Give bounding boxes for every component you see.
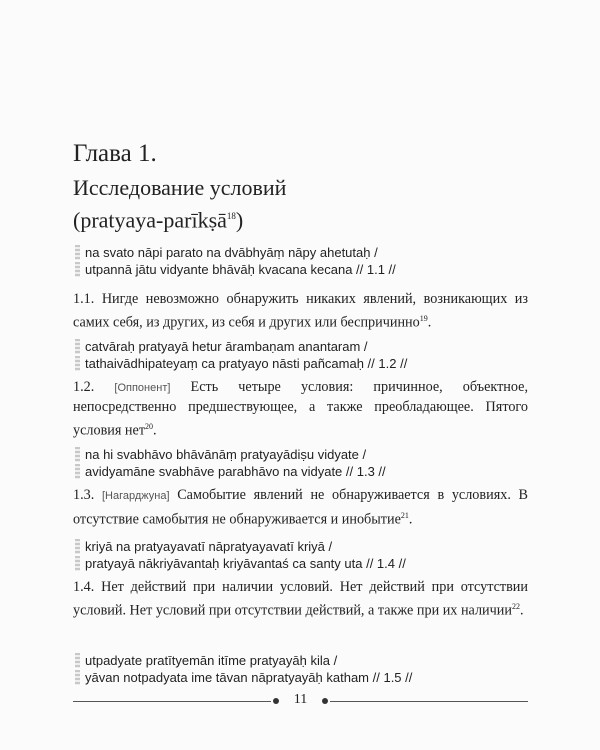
verse-line: pratyayā nākriyāvantaḥ kriyāvantaś ca santy uta // 1.4 // [73, 555, 406, 572]
speaker-label: [Нагарджуна] [101, 490, 170, 502]
verse-1-5 [73, 652, 412, 686]
translation-text: Самобытие явлений не обнаруживается в условиях. В отсутствие самобытия не обнаруживается и инобытие [73, 487, 529, 528]
footnote-ref: 20 [145, 422, 154, 431]
footer-dot-right [322, 698, 328, 704]
verse-1-4 [73, 538, 406, 572]
verse-number: 1.4. [73, 579, 95, 595]
verse-1-2 [73, 338, 407, 372]
verse-line: kriyā na pratyayavatī nāpratyayavatī kriyā / [73, 538, 406, 555]
title-line-1: Исследование условий [73, 175, 287, 200]
title-sanskrit: (pratyaya-parīkṣā [73, 207, 227, 233]
footnote-ref: 19 [419, 314, 428, 323]
footnote-ref: 18 [226, 211, 236, 221]
translation-1-1 [73, 290, 528, 333]
translation-text: Нигде невозможно обнаружить никаких явлений, возникающих из самих себя, из других, из себя и других или беспричинно [73, 291, 529, 331]
translation-text: Есть четыре условия: причинное, объектное, непосредственно предшествующее, а также преобладающее. Пятого условия нет [73, 379, 529, 439]
verse-1-3 [73, 446, 386, 480]
verse-number: 1.2. [73, 379, 95, 395]
footnote-ref: 21 [400, 511, 409, 520]
sentence-end: . [408, 511, 413, 528]
page-number: 11 [293, 692, 308, 707]
verse-line: utpadyate pratītyemān itīme pratyayāḥ kila / [73, 652, 412, 669]
footnote-ref: 22 [511, 602, 520, 611]
title-close-paren: ) [235, 207, 244, 233]
speaker-label: [Оппонент] [114, 382, 171, 394]
translation-1-2 [73, 378, 528, 441]
chapter-title [73, 174, 286, 234]
title-line-2 [73, 202, 286, 234]
verse-line: catvāraḥ pratyayā hetur ārambaṇam anantaram / [73, 338, 407, 355]
verse-number: 1.1. [73, 291, 95, 307]
footer-rule-right [330, 701, 528, 702]
page-footer [73, 693, 528, 709]
sentence-end: . [427, 314, 432, 331]
translation-1-3 [73, 486, 528, 530]
translation-1-4 [73, 578, 528, 621]
verse-line: tathaivādhipateyaṃ ca pratyayo nāsti pañcamaḥ // 1.2 // [73, 355, 407, 372]
verse-line: na svato nāpi parato na dvābhyāṃ nāpy ahetutaḥ / [73, 244, 396, 261]
verse-line: na hi svabhāvo bhāvānāṃ pratyayādiṣu vidyate / [73, 446, 386, 463]
verse-line: yāvan notpadyata ime tāvan nāpratyayāḥ katham // 1.5 // [73, 669, 412, 686]
verse-line: avidyamāne svabhāve parabhāvo na vidyate // 1.3 // [73, 463, 386, 480]
translation-text: Нет действий при наличии условий. Нет действий при отсутствии условий. Нет условий при отсутствии действий, а также при их наличии [73, 579, 528, 619]
sentence-end: . [519, 602, 524, 619]
chapter-heading: Глава 1. [73, 140, 157, 167]
verse-line: utpannā jātu vidyante bhāvāḥ kvacana kecana // 1.1 // [73, 261, 396, 278]
sentence-end: . [153, 422, 157, 439]
verse-1-1 [73, 244, 396, 278]
verse-number: 1.3. [73, 487, 95, 503]
